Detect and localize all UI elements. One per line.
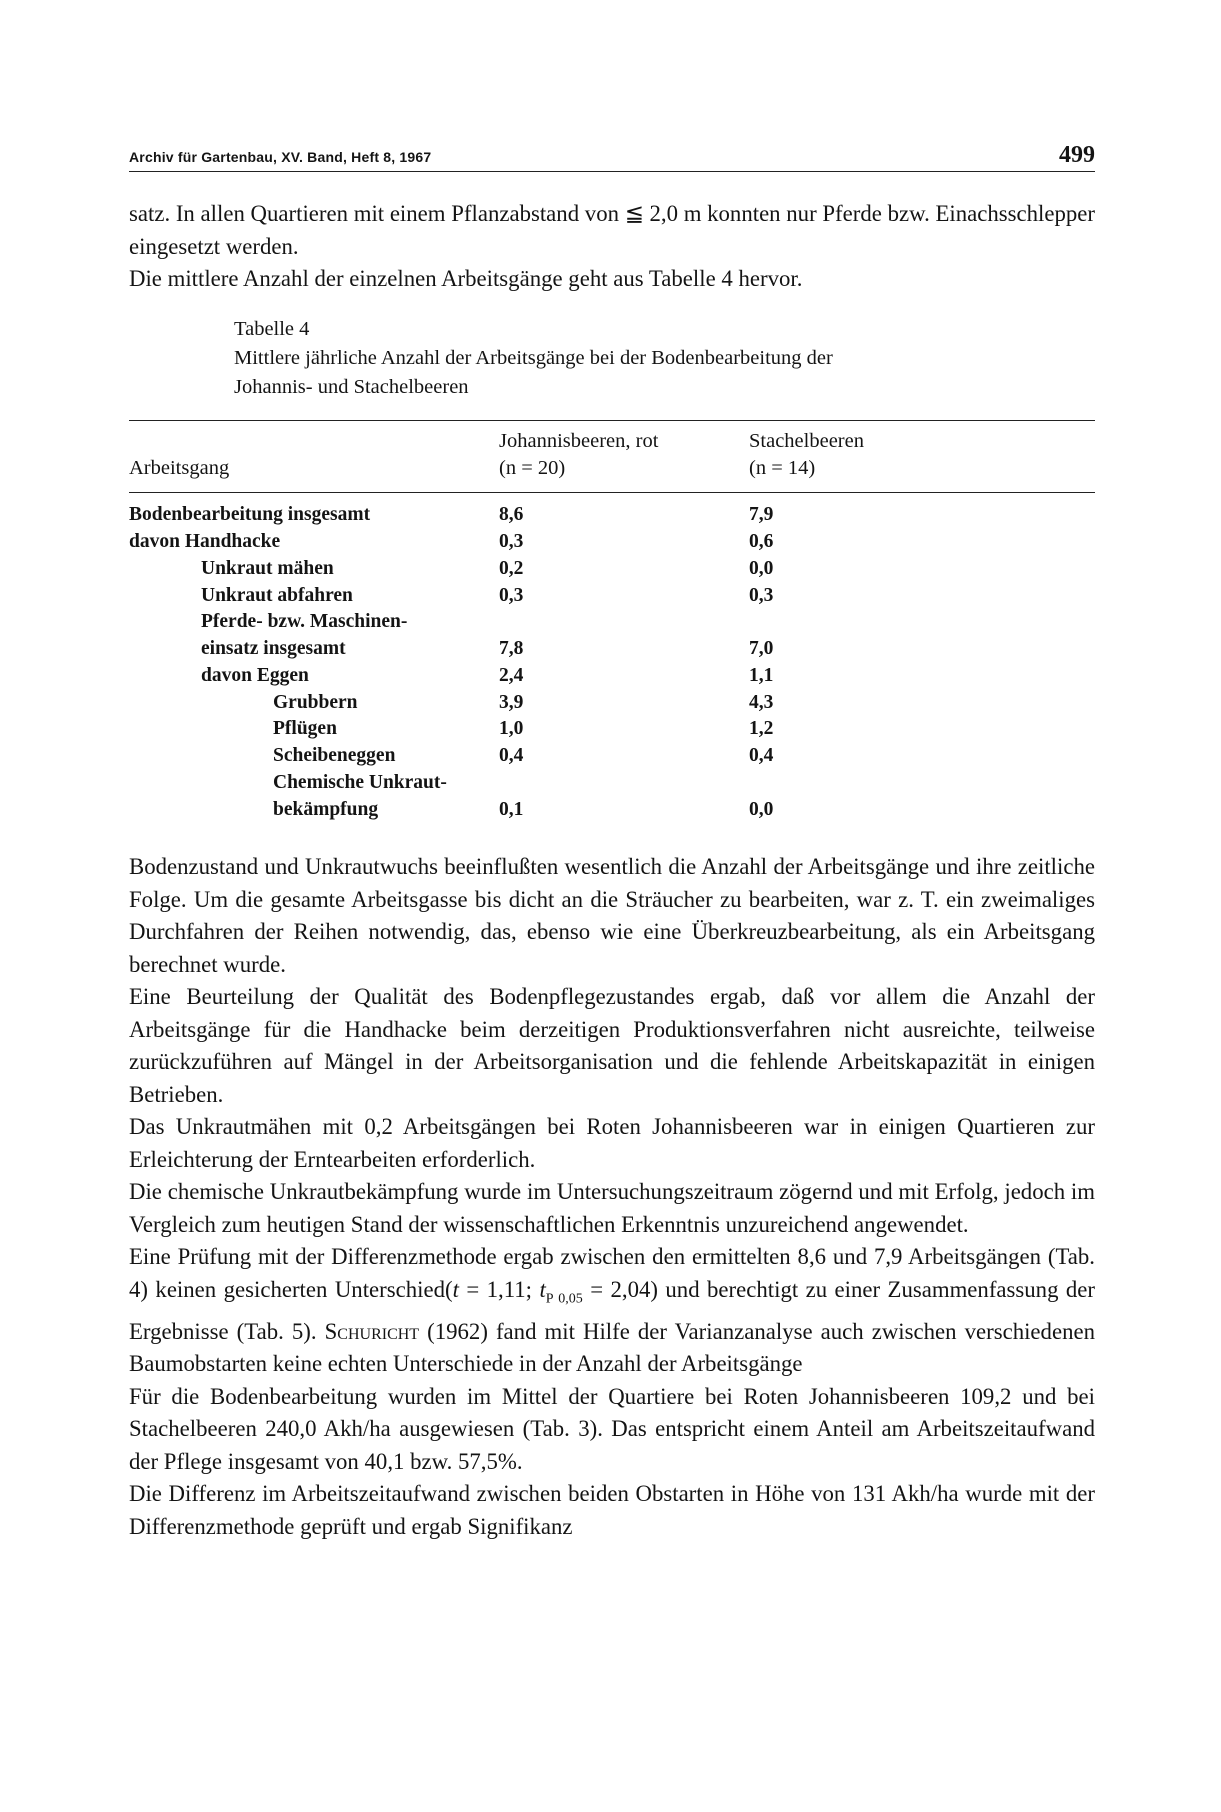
value-johannisbeeren: 8,6 xyxy=(499,504,524,525)
running-head xyxy=(129,141,1095,172)
t-value: = 1,11; xyxy=(458,1276,540,1302)
table-top-rule xyxy=(129,420,1095,421)
value-stachelbeeren: 7,0 xyxy=(749,638,774,659)
page-number: 499 xyxy=(1059,142,1095,168)
intro-sentence-1: satz. In allen Quartieren mit einem Pflanzabstand von ≦ 2,0 m konnten nur Pferde bzw. Einachsschlepper eingesetzt werden. xyxy=(129,201,1095,259)
value-johannisbeeren: 0,1 xyxy=(499,799,524,820)
value-stachelbeeren: 7,9 xyxy=(749,504,774,525)
paragraph: Eine Beurteilung der Qualität des Bodenpflegezustandes ergab, daß vor allem die Anzahl der Arbeitsgänge für die Handhacke beim derzeitigen Produktionsverfahren nicht ausreichte, teilweise zurückzuführen auf Mängel in der Arbeitsorganisation und die fehlende Arbeitskapazität in einigen Betrieben. xyxy=(129,984,1095,1107)
value-johannisbeeren: 0,3 xyxy=(499,585,524,606)
paragraph: Die chemische Unkrautbekämpfung wurde im Untersuchungszeitraum zögernd und mit Erfolg, jedoch im Vergleich zum heutigen Stand der wissenschaftlichen Erkenntnis unzureichend angewendet. xyxy=(129,1179,1095,1237)
text-segment: (1962) fand mit Hilfe der Varianzanalyse auch zwischen verschiedenen Baumobstarten keine echten Unterschiede in der Anzahl der Arbeitsgänge xyxy=(129,1318,1095,1377)
table-header-rule xyxy=(129,492,1095,493)
row-label: Pferde- bzw. Maschinen- xyxy=(201,611,408,632)
tp-subscript: P 0,05 xyxy=(545,1291,583,1307)
value-stachelbeeren: 0,6 xyxy=(749,531,774,552)
value-stachelbeeren: 1,1 xyxy=(749,665,774,686)
paragraph-statistics xyxy=(129,1241,1095,1381)
paragraph: Bodenzustand und Unkrautwuchs beeinflußten wesentlich die Anzahl der Arbeitsgänge und ihre zeitliche Folge. Um die gesamte Arbeitsgasse bis dicht an die Sträucher zu bearbeiten, war z. T. ein zweimaliges Durchfahren der Reihen notwendig, das, ebenso wie eine Überkreuzbearbeitung, als ein Arbeitsgang berechnet wurde. xyxy=(129,854,1095,977)
paragraph: Die Differenz im Arbeitszeitaufwand zwischen beiden Obstarten in Höhe von 131 Akh/ha wurde mit der Differenzmethode geprüft und ergab Signifikanz xyxy=(129,1481,1095,1539)
table-title-line-2: Johannis- und Stachelbeeren xyxy=(234,376,469,398)
column-header-stachelbeeren: Stachelbeeren xyxy=(749,430,864,452)
row-label: bekämpfung xyxy=(273,799,379,820)
row-label: Unkraut abfahren xyxy=(201,585,353,606)
row-label: Bodenbearbeitung insgesamt xyxy=(129,504,371,525)
table-title-line-1: Mittlere jährliche Anzahl der Arbeitsgänge bei der Bodenbearbeitung der xyxy=(234,347,833,369)
row-label: Chemische Unkraut- xyxy=(273,772,447,793)
value-stachelbeeren: 0,4 xyxy=(749,745,774,766)
value-johannisbeeren: 1,0 xyxy=(499,718,524,739)
row-label: Grubbern xyxy=(273,692,358,713)
value-stachelbeeren: 0,0 xyxy=(749,558,774,579)
table-caption xyxy=(234,315,1054,402)
intro-sentence-2: Die mittlere Anzahl der einzelnen Arbeitsgänge geht aus Tabelle 4 hervor. xyxy=(129,266,803,291)
value-stachelbeeren: 1,2 xyxy=(749,718,774,739)
value-stachelbeeren: 0,0 xyxy=(749,799,774,820)
row-label: Unkraut mähen xyxy=(201,558,334,579)
row-label: Scheibeneggen xyxy=(273,745,396,766)
column-header-arbeitsgang: Arbeitsgang xyxy=(129,457,230,479)
text-segment: und berechtigt zu einer Zusammenfassung der Ergebnisse (Tab. 5). xyxy=(129,1276,1095,1344)
column-header-n-johannisbeeren: (n = 20) xyxy=(499,457,566,479)
body-text xyxy=(129,851,1095,1543)
value-johannisbeeren: 2,4 xyxy=(499,665,524,686)
value-johannisbeeren: 3,9 xyxy=(499,692,524,713)
value-johannisbeeren: 7,8 xyxy=(499,638,524,659)
row-label: Pflügen xyxy=(273,718,337,739)
column-header-n-stachelbeeren: (n = 14) xyxy=(749,457,816,479)
text-segment: Eine Prüfung mit der Differenzmethode ergab zwischen den ermittelten 8,6 und 7,9 Arbeitsgängen (Tab. 4) keinen gesicherten Unterschied( xyxy=(129,1244,1095,1302)
row-label: davon Eggen xyxy=(201,665,309,686)
tp-symbol: t xyxy=(539,1276,546,1302)
journal-reference: Archiv für Gartenbau, XV. Band, Heft 8, 1967 xyxy=(129,149,432,165)
t-symbol: t xyxy=(452,1276,459,1302)
value-stachelbeeren: 4,3 xyxy=(749,692,774,713)
tp-value: = 2,04) xyxy=(582,1276,658,1302)
column-header-johannisbeeren: Johannisbeeren, rot xyxy=(499,430,659,452)
row-label: einsatz insgesamt xyxy=(201,638,346,659)
value-johannisbeeren: 0,3 xyxy=(499,531,524,552)
paragraph: Das Unkrautmähen mit 0,2 Arbeitsgängen bei Roten Johannisbeeren war in einigen Quartieren zur Erleichterung der Erntearbeiten erforderlich. xyxy=(129,1114,1095,1172)
value-johannisbeeren: 0,2 xyxy=(499,558,524,579)
row-label: davon Handhacke xyxy=(129,531,281,552)
table-label: Tabelle 4 xyxy=(234,318,310,340)
value-johannisbeeren: 0,4 xyxy=(499,745,524,766)
paragraph: Für die Bodenbearbeitung wurden im Mittel der Quartiere bei Roten Johannisbeeren 109,2 und bei Stachelbeeren 240,0 Akh/ha ausgewiesen (Tab. 3). Das entspricht einem Anteil am Arbeitszeitaufwand der Pflege insgesamt von 40,1 bzw. 57,5%. xyxy=(129,1383,1095,1474)
value-stachelbeeren: 0,3 xyxy=(749,585,774,606)
intro-paragraph xyxy=(129,198,1095,296)
author-name: Schuricht xyxy=(324,1318,420,1344)
